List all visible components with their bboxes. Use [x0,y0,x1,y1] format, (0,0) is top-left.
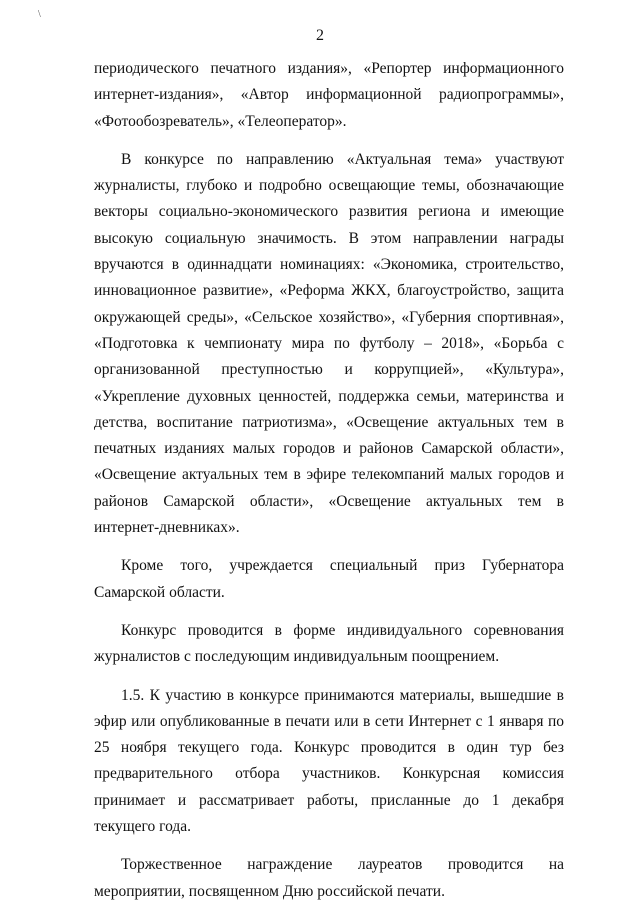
document-body [94,56,564,917]
paragraph-governor-prize: Кроме того, учреждается специальный приз Губернатора Самарской области. [94,557,564,601]
paragraph-competition-form: Конкурс проводится в форме индивидуального соревнования журналистов с последующим индивидуальным поощрением. [94,621,564,666]
paragraph-award-ceremony: Торжественное награждение лауреатов проводится на мероприятии, посвященном Дню российской печати. [94,856,564,900]
paragraph-nominations-continued: периодического печатного издания», «Репортер информационного интернет-издания», «Автор информационной радиопрограммы», «Фотообозреватель», «Телеоператор». [94,60,564,130]
paragraph-section-1-5: 1.5. К участию в конкурсе принимаются материалы, вышедшие в эфир или опубликованные в печати или в сети Интернет с 1 января по 25 ноября текущего года. Конкурс проводится в один тур без предварительного отбора участников. Конкурсная комиссия принимает и рассматривает работы, присланные до 1 декабря текущего года. [94,686,564,836]
page-number: 2 [316,27,324,44]
scan-corner-mark: \ [38,9,41,20]
paragraph-topical-theme: В конкурсе по направлению «Актуальная тема» участвуют журналисты, глубоко и подробно освещающие темы, обозначающие векторы социально-экономического развития региона и имеющие высокую социальную значимость. В этом направлении награды вручаются в одиннадцати номинациях: «Экономика, строительство, инновационное развитие», «Реформа ЖКХ, благоустройство, защита окружающей среды», «Сельское хозяйство», «Губерния спортивная», «Подготовка к чемпионату мира по футболу – 2018», «Борьба с организованной преступностью и коррупцией», «Культура», «Укрепление духовных ценностей, поддержка семьи, материнства и детства, воспитание патриотизма», «Освещение актуальных тем в печатных изданиях малых городов и районов Самарской области», «Освещение актуальных тем в эфире телекомпаний малых городов и районов Самарской области», «Освещение актуальных тем в интернет-дневниках». [94,150,564,537]
